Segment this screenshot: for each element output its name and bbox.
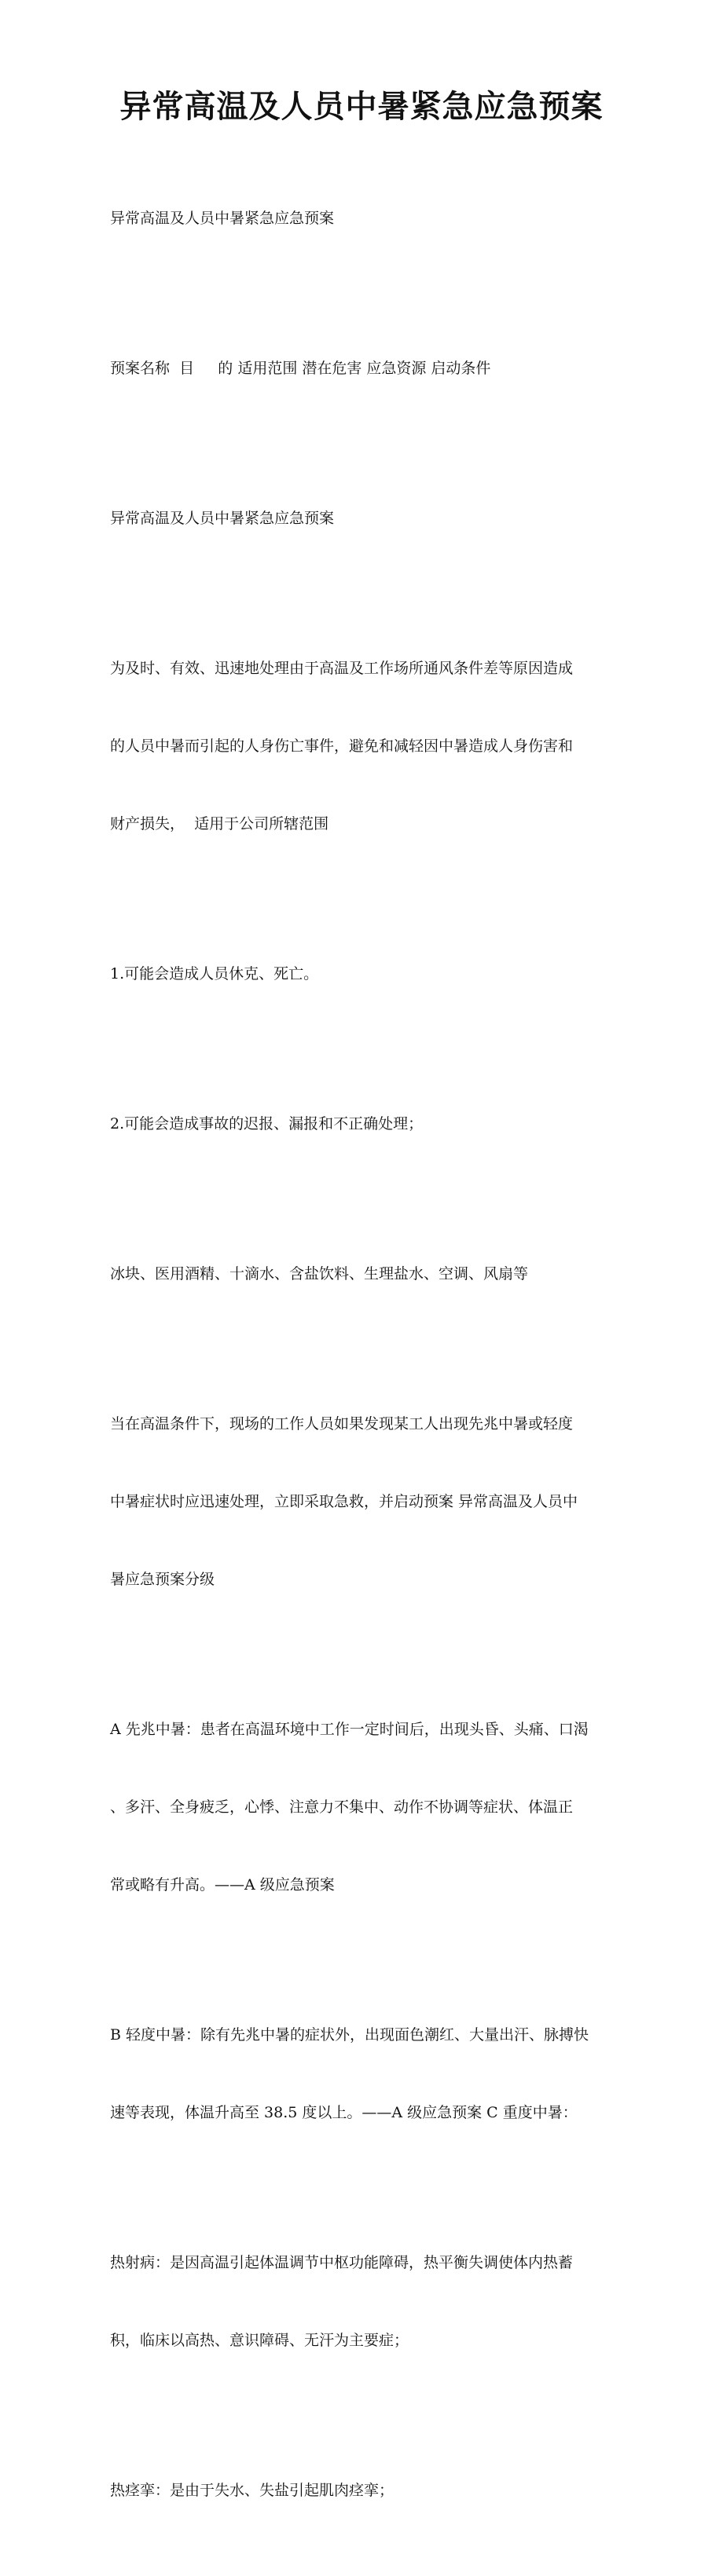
text-line: 1.可能会造成人员休克、死亡。 [110, 965, 319, 982]
paragraph [110, 1059, 622, 1189]
document-body [110, 154, 622, 2576]
paragraph [110, 1209, 622, 1339]
text-line: A 先兆中暑：患者在高温环境中工作一定时间后，出现头昏、头痛、口渴 [110, 1721, 589, 1738]
text-line: 常或略有升高。——A 级应急预案 [110, 1876, 335, 1894]
paragraph [110, 1359, 622, 1645]
text-line: 积，临床以高热、意识障碍、无汗为主要症； [110, 2332, 409, 2349]
text-line: 暑应急预案分级 [110, 1571, 215, 1588]
paragraph [110, 154, 622, 284]
document-title: 异常高温及人员中暑紧急应急预案 [119, 88, 604, 125]
paragraph [110, 1970, 622, 2178]
text-line: 冰块、医用酒精、十滴水、含盐饮料、生理盐水、空调、风扇等 [110, 1265, 529, 1283]
text-line: 速等表现，体温升高至 38.5 度以上。——A 级应急预案 C 重度中暑： [110, 2104, 578, 2121]
paragraph [110, 1665, 622, 1950]
paragraph [110, 909, 622, 1039]
text-line: 热射病：是因高温引起体温调节中枢功能障碍，热平衡失调使体内热蓄 [110, 2254, 574, 2271]
text-line: 异常高温及人员中暑紧急应急预案 [110, 210, 335, 227]
text-line: 为及时、有效、迅速地处理由于高温及工作场所通风条件差等原因造成 [110, 660, 574, 677]
text-line: 2.可能会造成事故的迟报、漏报和不正确处理； [110, 1115, 424, 1132]
text-line: 热痉挛：是由于失水、失盐引起肌肉痉挛； [110, 2482, 395, 2499]
text-line: 、多汗、全身疲乏，心悸、注意力不集中、动作不协调等症状、体温正 [110, 1798, 574, 1816]
text-line: B 轻度中暑：除有先兆中暑的症状外，出现面色潮红、大量出汗、脉搏快 [110, 2026, 589, 2044]
paragraph [110, 304, 622, 434]
paragraph [110, 2198, 622, 2406]
text-line: 的人员中暑而引起的人身伤亡事件，避免和减轻因中暑造成人身伤害和 [110, 737, 574, 755]
paragraph [110, 454, 622, 584]
text-line: 预案名称 目 的 适用范围 潜在危害 应急资源 启动条件 [110, 360, 491, 377]
text-line: 异常高温及人员中暑紧急应急预案 [110, 510, 335, 527]
text-line: 中暑症状时应迅速处理，立即采取急救，并启动预案 异常高温及人员中 [110, 1493, 578, 1510]
paragraph [110, 2426, 622, 2556]
paragraph [110, 604, 622, 889]
text-line: 当在高温条件下，现场的工作人员如果发现某工人出现先兆中暑或轻度 [110, 1415, 574, 1433]
text-line: 财产损失， 适用于公司所辖范围 [110, 815, 329, 832]
